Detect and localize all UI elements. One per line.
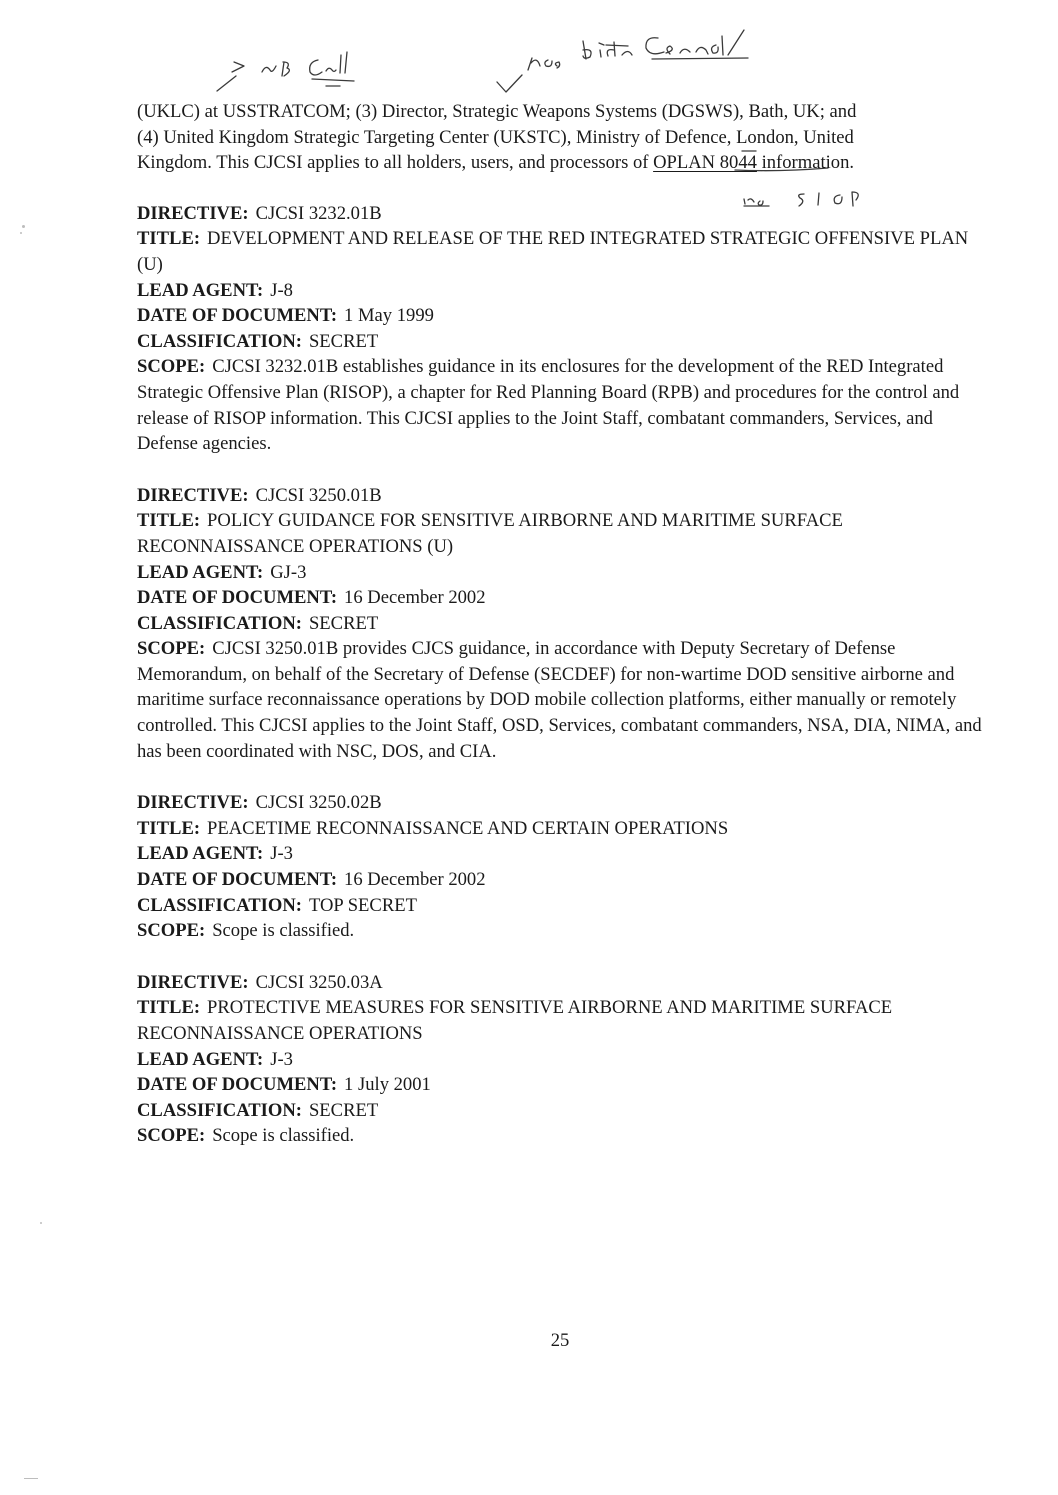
directive-value: CJCSI 3250.03A	[255, 971, 383, 993]
lead-agent-value: J-3	[270, 843, 293, 865]
directive-entry	[137, 790, 997, 944]
scan-speck	[40, 1222, 42, 1224]
directive-value: CJCSI 3250.01B	[255, 484, 382, 506]
title-label: TITLE:	[137, 817, 201, 839]
document-body	[137, 99, 997, 1149]
intro-line: (UKLC) at USSTRATCOM; (3) Director, Strategic Weapons Systems (DGSWS), Bath, UK; and	[137, 101, 857, 122]
classification-row	[137, 893, 997, 919]
directive-value: CJCSI 3250.02B	[255, 792, 382, 814]
scope-label: SCOPE:	[137, 1125, 206, 1147]
scope-value: CJCSI 3232.01B establishes guidance in its enclosures for the development of the RED Integrated Strategic Offensive Plan (RISOP), a chapter for Red Planning Board (RPB) and procedures for the control and release of RISOP information. This CJCSI applies to the Joint Staff, combatant commanders, Services, and Defense agencies.	[137, 356, 960, 455]
lead-agent-label: LEAD AGENT:	[137, 279, 264, 301]
title-row	[137, 816, 997, 842]
directive-label: DIRECTIVE:	[137, 484, 249, 506]
title-row	[137, 226, 997, 277]
scope-value: CJCSI 3250.01B provides CJCS guidance, in accordance with Deputy Secretary of Defense Memorandum, on behalf of the Secretary of Defense (SECDEF) for non-wartime DOD sensitive airborne and maritime surface reconnaissance operations by DOD mobile collection platforms, either manually or remotely controlled. This CJCSI applies to the Joint Staff, OSD, Services, combatant commanders, NSA, DIA, NIMA, and has been coordinated with NSC, DOS, and CIA.	[137, 638, 982, 762]
title-value: POLICY GUIDANCE FOR SENSITIVE AIRBORNE AND MARITIME SURFACE RECONNAISSANCE OPERATIONS (U)	[137, 510, 843, 557]
date-label: DATE OF DOCUMENT:	[137, 869, 338, 891]
date-row	[137, 867, 997, 893]
title-label: TITLE:	[137, 997, 201, 1019]
classification-row	[137, 611, 997, 637]
classification-label: CLASSIFICATION:	[137, 330, 302, 352]
page-number: 25	[550, 1330, 570, 1351]
scope-row	[137, 1123, 997, 1149]
lead-agent-value: J-8	[270, 279, 293, 301]
classification-label: CLASSIFICATION:	[137, 1099, 302, 1121]
title-row	[137, 508, 997, 559]
directive-label: DIRECTIVE:	[137, 792, 249, 814]
lead-agent-label: LEAD AGENT:	[137, 561, 264, 583]
classification-label: CLASSIFICATION:	[137, 612, 302, 634]
date-label: DATE OF DOCUMENT:	[137, 305, 338, 327]
scan-speck	[20, 232, 22, 234]
directive-row	[137, 201, 997, 227]
intro-line: information.	[756, 152, 855, 174]
lead-agent-row	[137, 278, 997, 304]
classification-row	[137, 1098, 997, 1124]
classification-value: SECRET	[308, 330, 379, 352]
classification-value: SECRET	[308, 1099, 379, 1121]
classification-value: SECRET	[308, 612, 379, 634]
title-row	[137, 995, 997, 1046]
scan-speck	[22, 225, 25, 228]
directive-entry	[137, 970, 997, 1149]
title-value: DEVELOPMENT AND RELEASE OF THE RED INTEGRATED STRATEGIC OFFENSIVE PLAN (U)	[137, 228, 969, 275]
lead-agent-row	[137, 1047, 997, 1073]
date-row	[137, 303, 997, 329]
scope-label: SCOPE:	[137, 638, 206, 660]
date-value: 16 December 2002	[344, 587, 486, 609]
date-value: 16 December 2002	[344, 869, 486, 891]
intro-line: (4) United Kingdom Strategic Targeting Center (UKSTC), Ministry of Defence, London, United	[137, 126, 854, 148]
oplan-reference: OPLAN 8044	[653, 152, 757, 174]
date-value: 1 July 2001	[344, 1074, 431, 1096]
lead-agent-row	[137, 560, 997, 586]
lead-agent-value: GJ-3	[270, 561, 307, 583]
date-row	[137, 1072, 997, 1098]
scope-value: Scope is classified.	[212, 920, 355, 942]
title-value: PEACETIME RECONNAISSANCE AND CERTAIN OPERATIONS	[207, 817, 729, 839]
lead-agent-label: LEAD AGENT:	[137, 1048, 264, 1070]
directive-label: DIRECTIVE:	[137, 971, 249, 993]
directive-label: DIRECTIVE:	[137, 202, 249, 224]
title-label: TITLE:	[137, 228, 201, 250]
title-label: TITLE:	[137, 510, 201, 532]
directive-entry	[137, 201, 997, 457]
intro-line: Kingdom. This CJCSI applies to all holders, users, and processors of	[137, 152, 654, 174]
date-label: DATE OF DOCUMENT:	[137, 1074, 338, 1096]
lead-agent-row	[137, 841, 997, 867]
classification-row	[137, 329, 997, 355]
title-value: PROTECTIVE MEASURES FOR SENSITIVE AIRBORNE AND MARITIME SURFACE RECONNAISSANCE OPERATIONS	[137, 997, 893, 1044]
lead-agent-label: LEAD AGENT:	[137, 843, 264, 865]
directive-row	[137, 790, 997, 816]
scope-row	[137, 354, 997, 456]
date-row	[137, 585, 997, 611]
date-label: DATE OF DOCUMENT:	[137, 587, 338, 609]
classification-label: CLASSIFICATION:	[137, 894, 302, 916]
scope-row	[137, 918, 997, 944]
scope-value: Scope is classified.	[212, 1125, 355, 1147]
scope-label: SCOPE:	[137, 920, 206, 942]
directive-value: CJCSI 3232.01B	[255, 202, 382, 224]
classification-value: TOP SECRET	[308, 894, 417, 916]
date-value: 1 May 1999	[344, 305, 434, 327]
directive-entry	[137, 483, 997, 765]
lead-agent-value: J-3	[270, 1048, 293, 1070]
directive-row	[137, 483, 997, 509]
scan-speck	[24, 1478, 38, 1479]
directive-row	[137, 970, 997, 996]
scope-label: SCOPE:	[137, 356, 206, 378]
intro-paragraph	[137, 99, 997, 176]
scope-row	[137, 636, 997, 764]
